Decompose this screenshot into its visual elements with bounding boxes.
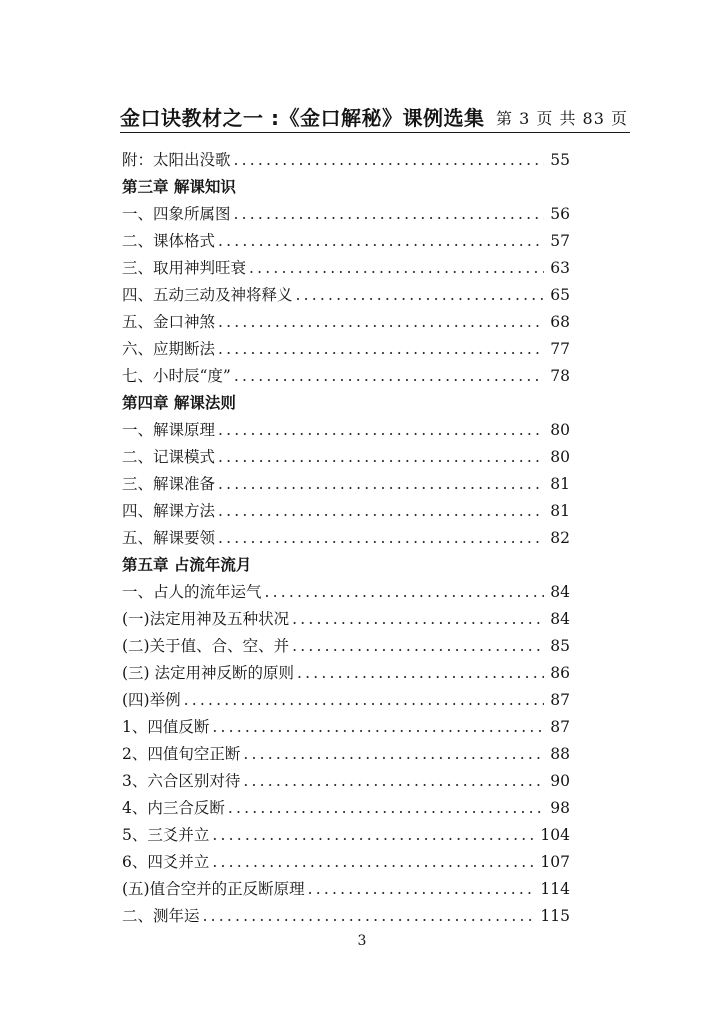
toc-entry-label: 2、四值旬空正断: [122, 745, 241, 763]
toc-entry-page: 104: [540, 826, 570, 844]
dot-leader: [218, 417, 544, 444]
toc-entry-page: 80: [550, 421, 570, 439]
dot-leader: [234, 201, 544, 228]
toc-entry-page: 55: [550, 151, 570, 169]
toc-entry-page: 86: [550, 664, 570, 682]
toc-entry[interactable]: [122, 336, 570, 363]
toc-entry[interactable]: [122, 579, 570, 606]
toc-entry-label: 四、五动三动及神将释义: [122, 286, 293, 304]
dot-leader: [228, 795, 544, 822]
dot-leader: [234, 363, 544, 390]
toc-entry-page: 80: [550, 448, 570, 466]
toc-entry-page: 81: [550, 502, 570, 520]
toc-entry[interactable]: [122, 903, 570, 930]
toc-entry-label: 5、三爻并立: [122, 826, 210, 844]
toc-entry[interactable]: [122, 498, 570, 525]
toc-entry-page: 114: [540, 880, 570, 898]
toc-entry[interactable]: [122, 795, 570, 822]
toc-entry-label: 三、取用神判旺衰: [122, 259, 247, 277]
toc-entry-page: 87: [550, 718, 570, 736]
toc-entry[interactable]: [122, 633, 570, 660]
toc-entry[interactable]: [122, 822, 570, 849]
toc-entry-label: 6、四爻并立: [122, 853, 210, 871]
dot-leader: [218, 309, 544, 336]
toc-entry[interactable]: [122, 309, 570, 336]
toc-entry-page: 65: [550, 286, 570, 304]
toc-entry-label: (三) 法定用神反断的原则: [122, 664, 295, 682]
dot-leader: [212, 849, 536, 876]
toc-entry[interactable]: [122, 444, 570, 471]
toc-entry-page: 115: [540, 907, 570, 925]
toc-entry-label: 六、应期断法: [122, 340, 216, 358]
toc-entry-label: (一)法定用神及五种状况: [122, 610, 290, 628]
toc-entry-page: 90: [550, 772, 570, 790]
dot-leader: [297, 660, 544, 687]
toc-chapter-heading: [122, 390, 570, 417]
toc-entry[interactable]: [122, 876, 570, 903]
toc-entry-label: 二、课体格式: [122, 232, 216, 250]
toc-entry[interactable]: [122, 525, 570, 552]
chapter-title: 第四章 解课法则: [122, 394, 236, 412]
toc-entry[interactable]: [122, 363, 570, 390]
page-header: [120, 100, 630, 133]
toc-entry[interactable]: [122, 849, 570, 876]
toc-entry-label: 3、六合区别对待: [122, 772, 241, 790]
document-title: 金口诀教材之一 :《金口解秘》课例选集: [120, 106, 485, 130]
toc-entry-page: 98: [550, 799, 570, 817]
toc-entry-page: 68: [550, 313, 570, 331]
toc-entry-page: 63: [550, 259, 570, 277]
toc-entry-label: 一、解课原理: [122, 421, 216, 439]
dot-leader: [243, 768, 544, 795]
chapter-title: 第五章 占流年流月: [122, 556, 252, 574]
dot-leader: [296, 282, 544, 309]
table-of-contents: [122, 147, 570, 930]
toc-entry-label: (五)值合空并的正反断原理: [122, 880, 305, 898]
toc-entry-page: 84: [550, 610, 570, 628]
dot-leader: [218, 525, 544, 552]
dot-leader: [218, 471, 544, 498]
page-info: 第 3 页 共 83 页: [496, 109, 628, 128]
toc-entry[interactable]: [122, 471, 570, 498]
toc-chapter-heading: [122, 552, 570, 579]
toc-entry-label: 四、解课方法: [122, 502, 216, 520]
dot-leader: [292, 633, 544, 660]
toc-entry-label: 三、解课准备: [122, 475, 216, 493]
dot-leader: [212, 714, 544, 741]
toc-entry-label: 二、记课模式: [122, 448, 216, 466]
toc-entry[interactable]: [122, 147, 570, 174]
toc-entry-page: 56: [550, 205, 570, 223]
toc-entry[interactable]: [122, 768, 570, 795]
toc-entry[interactable]: [122, 660, 570, 687]
toc-entry-page: 107: [540, 853, 570, 871]
toc-entry-label: 五、金口神煞: [122, 313, 216, 331]
toc-entry-label: 五、解课要领: [122, 529, 216, 547]
toc-entry-label: 一、四象所属图: [122, 205, 231, 223]
dot-leader: [218, 498, 544, 525]
toc-entry-label: 附：太阳出没歌: [122, 151, 231, 169]
dot-leader: [234, 147, 544, 174]
toc-entry[interactable]: [122, 714, 570, 741]
toc-entry-page: 82: [550, 529, 570, 547]
toc-entry[interactable]: [122, 228, 570, 255]
dot-leader: [212, 822, 536, 849]
dot-leader: [218, 444, 544, 471]
toc-entry[interactable]: [122, 201, 570, 228]
dot-leader: [308, 876, 537, 903]
page-number: 3: [357, 933, 367, 949]
dot-leader: [292, 606, 544, 633]
toc-entry-label: (四)举例: [122, 691, 181, 709]
toc-entry-label: 二、测年运: [122, 907, 200, 925]
dot-leader: [203, 903, 537, 930]
toc-entry-label: 1、四值反断: [122, 718, 210, 736]
toc-entry-label: 七、小时辰“度”: [122, 367, 231, 385]
toc-entry-label: 4、内三合反断: [122, 799, 225, 817]
toc-entry-page: 87: [550, 691, 570, 709]
toc-entry[interactable]: [122, 606, 570, 633]
toc-entry[interactable]: [122, 687, 570, 714]
dot-leader: [265, 579, 544, 606]
toc-entry-page: 85: [550, 637, 570, 655]
toc-entry-page: 57: [550, 232, 570, 250]
dot-leader: [218, 228, 544, 255]
toc-entry[interactable]: [122, 417, 570, 444]
toc-entry-page: 88: [550, 745, 570, 763]
toc-entry-page: 77: [550, 340, 570, 358]
toc-entry[interactable]: [122, 741, 570, 768]
toc-entry-label: (二)关于值、合、空、并: [122, 637, 290, 655]
dot-leader: [218, 336, 544, 363]
dot-leader: [249, 255, 544, 282]
toc-entry-page: 78: [550, 367, 570, 385]
toc-entry-page: 81: [550, 475, 570, 493]
toc-chapter-heading: [122, 174, 570, 201]
dot-leader: [243, 741, 544, 768]
toc-entry[interactable]: [122, 255, 570, 282]
toc-entry-page: 84: [550, 583, 570, 601]
toc-entry-label: 一、占人的流年运气: [122, 583, 262, 601]
dot-leader: [184, 687, 544, 714]
toc-entry[interactable]: [122, 282, 570, 309]
chapter-title: 第三章 解课知识: [122, 178, 236, 196]
